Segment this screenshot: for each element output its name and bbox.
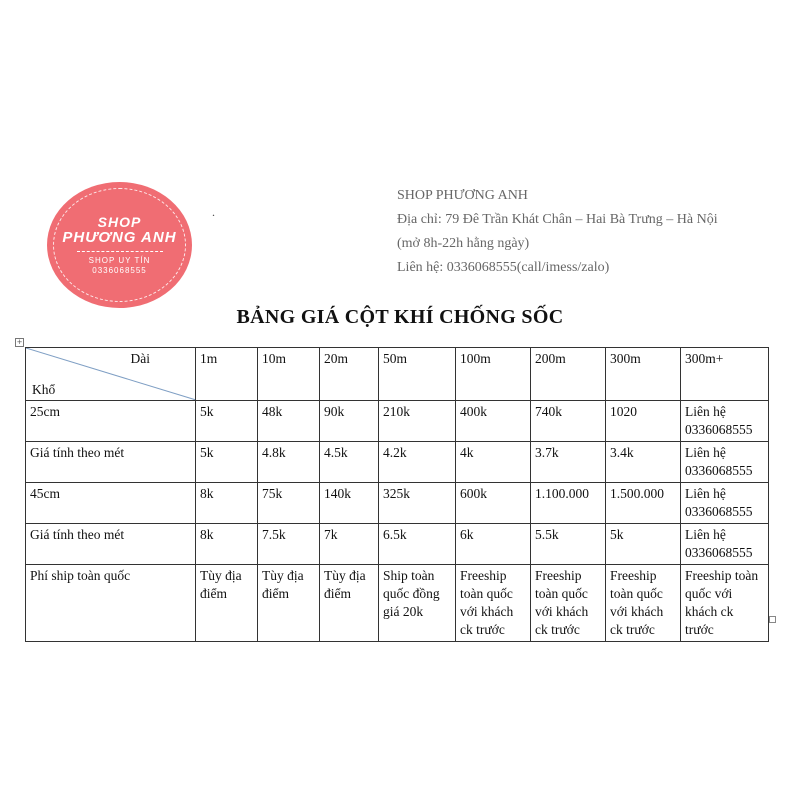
price-cell: Liên hệ 0336068555 [681, 483, 769, 524]
row-label-cell: Giá tính theo mét [26, 524, 196, 565]
price-cell: 3.7k [531, 442, 606, 483]
price-cell: Freeship toàn quốc với khách ck trước [456, 565, 531, 642]
price-cell: 7.5k [258, 524, 320, 565]
price-cell: 7k [320, 524, 379, 565]
price-cell: 325k [379, 483, 456, 524]
shop-hours: (mở 8h-22h hằng ngày) [397, 236, 530, 251]
header-cell: 1m [196, 348, 258, 401]
corner-header-cell [26, 348, 196, 401]
table-resize-handle[interactable] [769, 616, 776, 623]
price-cell: Freeship toàn quốc với khách ck trước [681, 565, 769, 642]
length-header-label: Dài [130, 351, 150, 366]
row-label-cell: Phí ship toàn quốc [26, 565, 196, 642]
price-cell: 740k [531, 401, 606, 442]
row-label-cell: Giá tính theo mét [26, 442, 196, 483]
price-cell: 75k [258, 483, 320, 524]
logo-line-2: PHƯƠNG ANH [62, 228, 177, 246]
price-cell: Tùy địa điểm [196, 565, 258, 642]
shop-name: SHOP PHƯƠNG ANH [397, 188, 528, 203]
price-cell: 4.5k [320, 442, 379, 483]
price-cell: Freeship toàn quốc với khách ck trước [531, 565, 606, 642]
logo-line-1: SHOP [97, 213, 142, 230]
header-cell: 100m [456, 348, 531, 401]
price-cell: 6.5k [379, 524, 456, 565]
logo-line-3: SHOP UY TÍN [88, 255, 151, 265]
width-header-label: Khổ [32, 382, 56, 397]
shop-address: Địa chỉ: 79 Đê Trần Khát Chân – Hai Bà Trưng – Hà Nội [397, 212, 718, 227]
price-cell: 210k [379, 401, 456, 442]
price-cell: 400k [456, 401, 531, 442]
row-label-cell: 45cm [26, 483, 196, 524]
price-cell: 90k [320, 401, 379, 442]
price-cell: 48k [258, 401, 320, 442]
price-cell: Liên hệ 0336068555 [681, 524, 769, 565]
logo-line-4: 0336068555 [92, 265, 147, 275]
shop-contact: Liên hệ: 0336068555(call/imess/zalo) [397, 260, 610, 275]
table-row [26, 401, 769, 442]
price-cell: 1.100.000 [531, 483, 606, 524]
price-cell: 4k [456, 442, 531, 483]
price-cell: Liên hệ 0336068555 [681, 442, 769, 483]
shop-info [397, 184, 718, 280]
price-cell: 5k [196, 442, 258, 483]
price-cell: 3.4k [606, 442, 681, 483]
price-cell: 5k [606, 524, 681, 565]
price-cell: Tùy địa điểm [320, 565, 379, 642]
table-row [26, 483, 769, 524]
price-table [25, 347, 769, 642]
row-label-cell: 25cm [26, 401, 196, 442]
stray-dot: . [212, 205, 215, 219]
price-cell: Ship toàn quốc đồng giá 20k [379, 565, 456, 642]
price-cell: 4.2k [379, 442, 456, 483]
header-cell: 10m [258, 348, 320, 401]
price-cell: 1.500.000 [606, 483, 681, 524]
header-cell: 300m [606, 348, 681, 401]
price-cell: 8k [196, 483, 258, 524]
price-cell: Liên hệ 0336068555 [681, 401, 769, 442]
price-cell: Tùy địa điểm [258, 565, 320, 642]
price-table-body [26, 348, 769, 642]
price-cell: 8k [196, 524, 258, 565]
header-cell: 20m [320, 348, 379, 401]
logo-divider [77, 251, 163, 252]
price-cell: 140k [320, 483, 379, 524]
price-cell: 1020 [606, 401, 681, 442]
price-cell: 600k [456, 483, 531, 524]
table-row [26, 565, 769, 642]
price-cell: 6k [456, 524, 531, 565]
table-move-handle-icon[interactable]: + [16, 338, 23, 346]
header-cell: 200m [531, 348, 606, 401]
price-cell: 4.8k [258, 442, 320, 483]
table-row [26, 442, 769, 483]
shop-logo [47, 182, 192, 308]
price-cell: 5k [196, 401, 258, 442]
table-row [26, 524, 769, 565]
table-header-row [26, 348, 769, 401]
header-cell: 300m+ [681, 348, 769, 401]
header-cell: 50m [379, 348, 456, 401]
price-cell: 5.5k [531, 524, 606, 565]
page-title: BẢNG GIÁ CỘT KHÍ CHỐNG SỐC [236, 306, 564, 328]
price-cell: Freeship toàn quốc với khách ck trước [606, 565, 681, 642]
